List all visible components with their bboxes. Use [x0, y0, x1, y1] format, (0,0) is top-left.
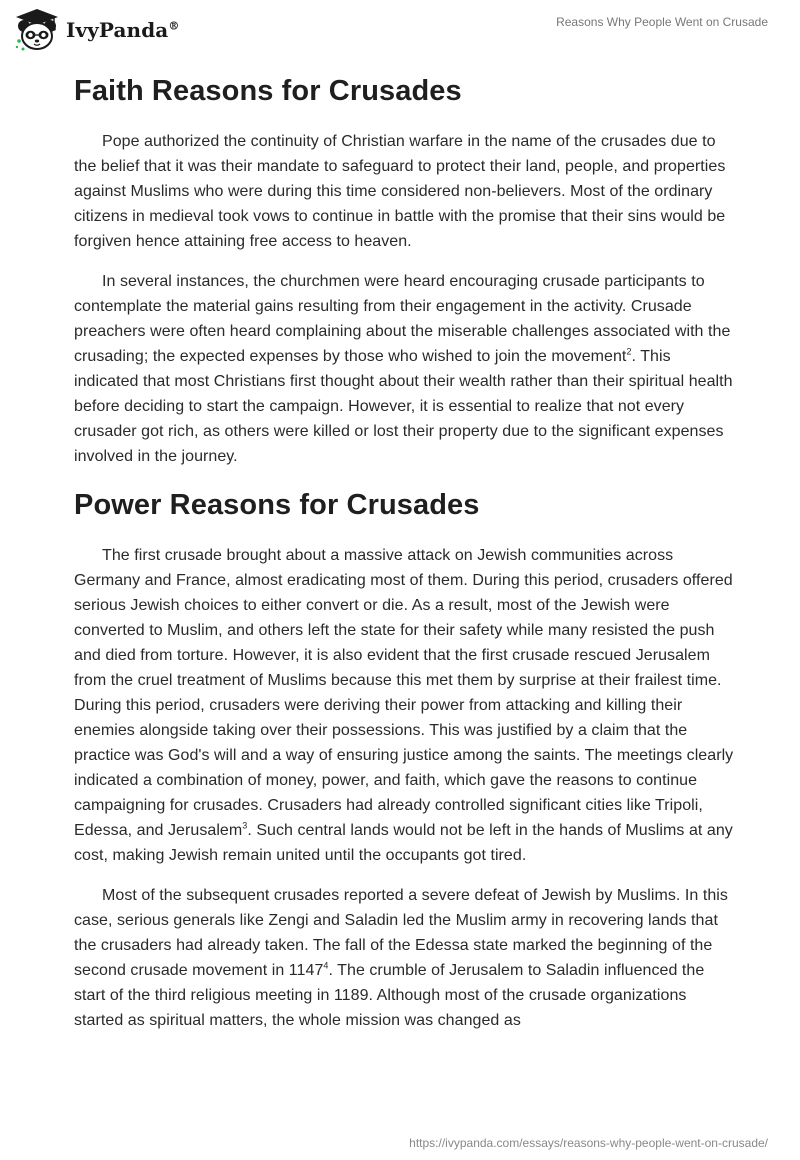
footnote-ref[interactable]: 2	[626, 346, 632, 357]
section-heading-power: Power Reasons for Crusades	[74, 489, 480, 521]
document-title: Reasons Why People Went on Crusade	[556, 15, 768, 29]
paragraph: In several instances, the churchmen were heard encouraging crusade participants to contemplate the material gains resulting from their engagement in the activity. Crusade preachers were often heard complaining about the miserable challenges associated with the crusading; the expected expenses by those who wished to join the movement$^2$. This indicated that most Christians first thought about their wealth rather than their spiritual health before deciding to start the campaign. However, it is essential to realize that not every crusader got rich, as others were killed or lost their property due to the significant expenses involved in the journey.	[74, 273, 733, 465]
footnote-ref[interactable]: 3	[242, 820, 248, 831]
section-heading-faith: Faith Reasons for Crusades	[74, 75, 462, 107]
brand-name: IvyPanda®	[66, 18, 180, 42]
panda-mascot-icon	[14, 8, 60, 52]
paragraph: The first crusade brought about a massive attack on Jewish communities across Germany and France, almost eradicating most of them. During this period, crusaders offered serious Jewish choices to either convert or die. As a result, most of the Jewish were converted to Muslim, and others left the state for their safety while many resisted the push and died from torture. However, it is also evident that the first crusade rescued Jerusalem from the cruel treatment of Muslims because this met them by surprise at their frailest time. During this period, crusaders were deriving their power from attacking and killing their enemies alongside taking over their possessions. This was justified by a claim that the practice was God's will and a way of ensuring justice among the saints. The meetings clearly indicated a combination of money, power, and faith, which gave the reasons to continue campaigning for crusades. Crusaders had already controlled significant cities like Tripoli, Edessa, and Jerusalem$^3$. Such central lands would not be left in the hands of Muslims at any cost, making Jewish remain united until the occupants got tired.	[74, 547, 734, 864]
essay-body	[74, 72, 734, 1048]
paragraph: Most of the subsequent crusades reported a severe defeat of Jewish by Muslims. In this case, serious generals like Zengi and Saladin led the Muslim army in recovering lands that the crusaders had already taken. The fall of the Edessa state marked the beginning of the second crusade movement in 1147$^4$. The crumble of Jerusalem to Saladin influenced the start of the third religious meeting in 1189. Although most of the crusade organizations started as spiritual matters, the whole mission was changed as	[74, 887, 728, 1029]
brand-logo[interactable]	[14, 8, 179, 52]
footnote-ref[interactable]: 4	[323, 960, 329, 971]
source-url-link[interactable]: https://ivypanda.com/essays/reasons-why-people-went-on-crusade/	[409, 1136, 768, 1150]
paragraph: Pope authorized the continuity of Christian warfare in the name of the crusades due to the belief that it was their mandate to safeguard to protect their land, people, and properties against Muslims who were during this time considered non-believers. Most of the ordinary citizens in medieval took vows to continue in battle with the promise that their sins would be forgiven hence attaining free access to heaven.	[74, 133, 726, 250]
page-header	[0, 0, 800, 60]
